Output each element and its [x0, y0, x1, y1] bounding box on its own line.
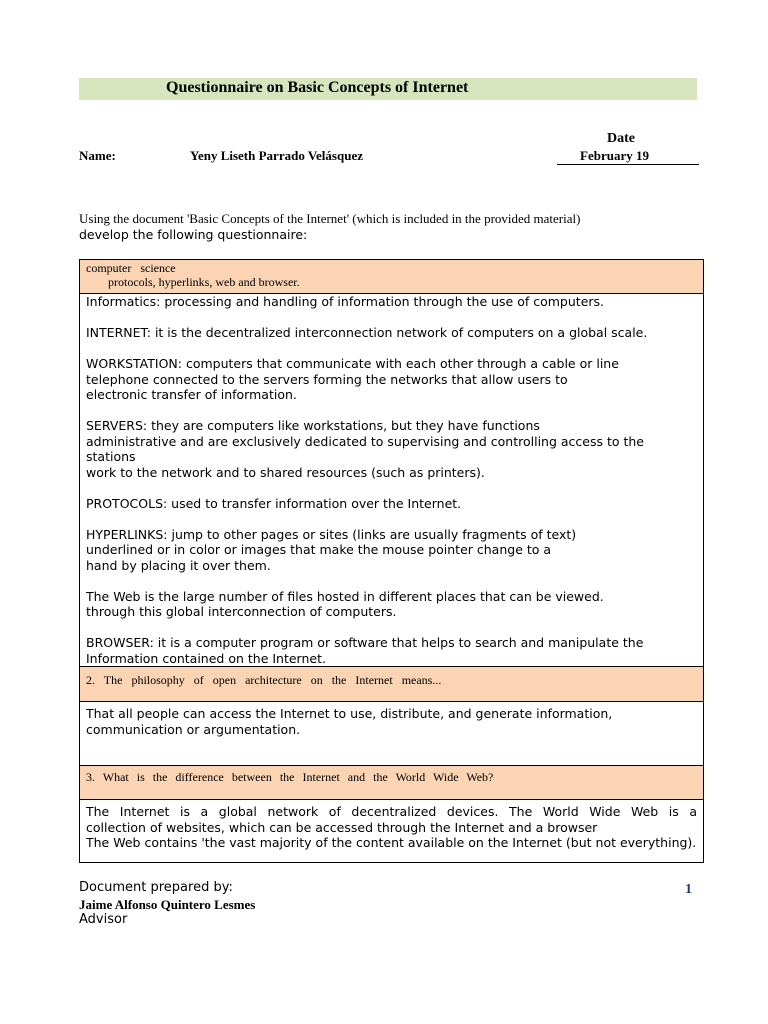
question-1 [80, 260, 704, 294]
answer-line: The Internet is a global network of decentralized devices. The World Wide Web is a [86, 804, 697, 819]
date-underline [557, 164, 699, 165]
question-2: 2. The philosophy of open architecture on the Internet means... [80, 667, 704, 702]
answer-line: Informatics: processing and handling of information through the use of computers. [86, 294, 605, 309]
answer-line: communication or argumentation. [86, 721, 301, 737]
prepared-by-label: Document prepared by: [79, 880, 233, 895]
questionnaire-table [79, 259, 704, 863]
answer-line: SERVERS: they are computers like workstations, but they have functions [86, 418, 540, 433]
name-value: Yeny Liseth Parrado Velásquez [190, 148, 363, 163]
answer-line: WORKSTATION: computers that communicate with each other through a cable or line [86, 356, 619, 371]
instructions [79, 211, 699, 243]
instructions-line-1: Using the document 'Basic Concepts of the Internet' (which is included in the provided material) [79, 211, 581, 226]
answer-1-paragraph [86, 418, 697, 480]
answer-1-paragraph [86, 294, 697, 310]
name-label: Name: [79, 148, 116, 163]
answer-line: That all people can access the Internet to use, distribute, and generate information, [86, 706, 613, 721]
question-1-line-2: protocols, hyperlinks, web and browser. [108, 275, 300, 289]
answer-line: The Web contains 'the vast majority of the content available on the Internet (but not everything). [86, 835, 697, 850]
author-role: Advisor [79, 912, 128, 927]
answer-line: The Web is the large number of files hosted in different places that can be viewed. [86, 588, 604, 604]
question-3: 3. What is the difference between the Internet and the World Wide Web? [80, 766, 704, 800]
page-number: 1 [685, 882, 692, 897]
answer-1 [80, 294, 704, 667]
answer-3 [80, 800, 704, 863]
answer-line: collection of websites, which can be accessed through the Internet and a browser [86, 819, 598, 835]
answer-line: INTERNET: it is the decentralized interconnection network of computers on a global scale. [86, 325, 648, 340]
answer-line: underlined or in color or images that make the mouse pointer change to a [86, 542, 552, 557]
answer-1-paragraph [86, 635, 697, 666]
instructions-line-2: develop the following questionnaire: [79, 227, 308, 242]
answer-1-paragraph [86, 527, 697, 574]
answer-line: administrative and are exclusively dedicated to supervising and controlling access to the stations [86, 433, 644, 464]
answer-1-paragraph [86, 589, 697, 620]
date-value: February 19 [580, 148, 649, 163]
page-title: Questionnaire on Basic Concepts of Internet [166, 79, 469, 96]
answer-line: HYPERLINKS: jump to other pages or sites (links are usually fragments of text) [86, 526, 577, 542]
answer-1-paragraph [86, 496, 697, 512]
answer-2 [80, 702, 704, 766]
question-1-line-1: computer science [86, 261, 176, 275]
answer-line: work to the network and to shared resources (such as printers). [86, 464, 485, 480]
answer-line: hand by placing it over them. [86, 557, 271, 573]
answer-line: Information contained on the Internet. [86, 650, 326, 666]
answer-line: BROWSER: it is a computer program or software that helps to search and manipulate the [86, 635, 644, 650]
answer-1-paragraph [86, 356, 697, 403]
answer-line: electronic transfer of information. [86, 387, 297, 402]
author-name: Jaime Alfonso Quintero Lesmes [79, 897, 256, 912]
answer-line: through this global interconnection of computers. [86, 604, 397, 619]
answer-1-paragraph [86, 325, 697, 341]
answer-line: PROTOCOLS: used to transfer information over the Internet. [86, 495, 462, 511]
answer-line: telephone connected to the servers forming the networks that allow users to [86, 371, 568, 387]
date-label: Date [607, 131, 635, 146]
